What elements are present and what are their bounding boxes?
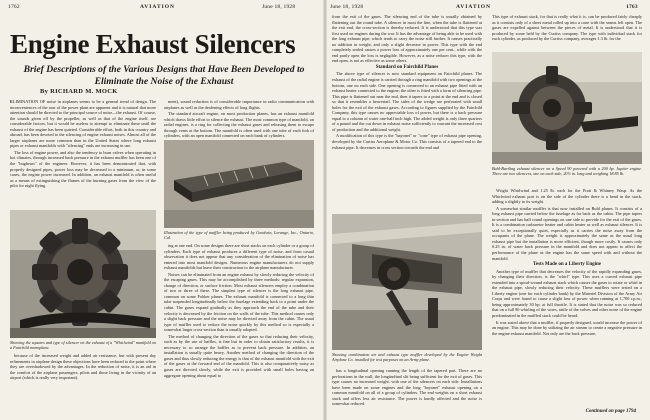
buhl-silencer-photo bbox=[492, 52, 642, 164]
engine-photo-caption: Showing the squares and type of silencer on the exhaust of a "Whirlwind" manifold on a Fairchild monoplane. bbox=[10, 340, 156, 351]
left-column-2 bbox=[164, 99, 314, 139]
paragraph: The standard aircraft engine, on most production planes, has an exhaust manifold which draws little effort to silence the exhaust. The most common type of manifold, on radial engines, is a ring for collecting the exhaust gases and releasing them to escape through vents at the bottom. The manifold is often used with one tube of each fork of cylinders, with an open manifold connected on each bank of cylinders. bbox=[164, 111, 314, 139]
buhl-photo-caption: Buhl-Burtling exhaust silencer on a Speed 90 powered with a 200 hp. Jupiter engine. There are two silencers, one on each side, 20½ in. long and weighing 18.85 lb. bbox=[492, 166, 642, 177]
paragraph: ELIMINATION OF noise in airplanes seems to be a general trend of design. The inconveniences of the roar of the power plant are apparent and it is natural that more attention should be directed to the principal source of noise—the exhaust. Of course, the sounds given off by the propeller, as well as that of the engine itself, are considerable factors, but it would be useless to attempt to eliminate these until the exhaust of the engine has been quieted. Considerable effort, both in this country and abroad, has been devoted to the silencing of engine exhaust noises. Almost all of the larger airplanes are more common than in the United States where long exhaust pipes or exhaust manifolds with "silencing" ends are increasing in use. bbox=[10, 99, 156, 149]
paragraph: ment), sound reduction is of considerable importance in radio communication with airplanes as well as the deafening effects of long flights. bbox=[164, 99, 314, 110]
article-headline: Engine Exhaust Silencers bbox=[10, 29, 296, 59]
paragraph: Wright Whirlwind and 1.25 lb. each for the Pratt & Whitney Wasp. As the Whirlwind exhaust port is on the side of the cylinder there is a bend in the stack, adding a slightly to its weight. bbox=[492, 188, 642, 205]
paragraph: Another type of muffler that decreases the velocity of the rapidly expanding gases, by changing their direction, is the "whirl" type. This uses a curved exhaust pipe extended into a spiral-wound exhaust stack which causes the gases to rotate or whirl in the exhaust pipe, slowly reducing their velocity. These mufflers were tested on a Liberty engine (one for each cylinder bank) by the Materiel Division of the Army Air Corps and were found to cause a slight loss of power when running at 1,700 r.p.m., being approximately 30 hp. at full throttle. It is stated that the noise was so reduced that on a full 90 whirling of the wires, rattle of the valves and other noise of the engine predominated in the muffled stack could be heard. bbox=[492, 268, 642, 319]
army-plane-muffler-photo bbox=[332, 214, 482, 350]
paragraph: because of the increased weight and added air resistance, but with present day refinements in airplane design these objections have been reduced to the point where they are overshadowed by the advantages. In the reduction of noise, it is an aid in the comfort of the airplane passengers, pilots and those living in the vicinity of an airport (which is really very important). bbox=[10, 353, 156, 381]
paragraph: It was stated above that a muffler, if properly designed, would increase the power of an engine. This may be done by utilizing the air stream to create a negative pressure in the engine exhaust manifold. Not only are the back pressure, bbox=[492, 319, 642, 336]
left-running-title: AVIATION bbox=[140, 4, 175, 10]
engine-photo-illustration bbox=[10, 210, 156, 338]
section-heading: Tests Made on a Liberty Engine bbox=[532, 262, 601, 268]
muffler-drawing bbox=[164, 140, 314, 228]
army-plane-photo-caption: Showing combination air and exhaust type muffler developed by the Engine Weight Airplane Co. installed for test purposes on an Army plane. bbox=[332, 352, 482, 363]
right-column-2 bbox=[492, 14, 642, 50]
right-running-title: AVIATION bbox=[456, 4, 491, 10]
right-column-2-continued bbox=[492, 188, 642, 406]
paragraph: A modification of this type is the "bayonet" or "cone" type of exhaust pipe opening, developed by the Curtiss Aeroplane & Motor Co. This consists of a tapered end to the exhaust pipe. It decreases in cross section towards the end and bbox=[332, 133, 482, 150]
paragraph: The loss of engine power, and also the tendency to burn valves when operating in hot climates, through increased back pressure in the exhaust muffler has been one of the "bugbears" of the engineer. However, it has been demonstrated that, with properly designed pipes, power loss may be decreased to a minimum, or, in some cases, the engine power increased. In addition, an exhaust manifold is often useful as a means of extinguishing the flames of the burning gases from the view of the pilot for night flying. bbox=[10, 149, 156, 189]
paragraph: Noises can be eliminated from an engine exhaust by slowly reducing the velocity of the escaping gases. This may be accomplished by three methods: regular expansion, change of direction, or surface friction. Most exhaust silencers employ a combination of two or three of these. The simplest type of silencer is the long exhaust pipe, common on some Fokker planes. The exhaust manifold is connected to a long thin tube suspended longitudinally below the fuselage extending back to a point under the cabin. The gases expand gradually as they approach the end of the tube and their velocity is decreased by the friction on the walls of the tube. This method causes only a slight back pressure and the noise may be directed away from the cabin. The usual type of muffler used to reduce the noise quickly by this method so is especially a somewhat larger cross-section than is usually adopted. bbox=[164, 271, 314, 333]
left-page-number: 1762 bbox=[8, 4, 20, 10]
right-running-date: June 18, 1928 bbox=[330, 4, 364, 10]
left-column-1-continued bbox=[10, 353, 156, 415]
muffler-illustration-caption: Illustration of the type of muffler being produced by Goodwin, Lorange, Inc., Ontario, Cal. bbox=[164, 230, 314, 241]
left-running-date: June 18, 1928 bbox=[262, 4, 296, 10]
paragraph: A somewhat similar muffler is that now installed on Buhl planes. It consists of a long exhaust pipe carried below the fuselage as far back as the cabin. The pipe tapers in section and has half round openings on one side to provide for the exit of the gases. It is a combination carburetor heater and cabin heater as well as exhaust silencer. It is said to be exceptionally quiet, especially as it carries the noise away from the occupants of the plane. The weight is approximately the same as the usual long exhaust pipe but the installation is more efficient, though more costly. It causes only 0.25 in. of water back pressure in the manifold and does not appear to affect the performance of the plane as the engine has the same speed with and without the manifold. bbox=[492, 205, 642, 261]
muffler-illustration bbox=[164, 140, 314, 228]
right-column-1 bbox=[332, 14, 482, 212]
buhl-engine-illustration bbox=[492, 52, 642, 164]
left-page bbox=[0, 0, 324, 420]
right-page-number: 1763 bbox=[626, 4, 638, 10]
paragraph: ing at one end. On some designs there are short stacks on each cylinder or a group of cylinders. Each type of exhaust produces a different type of noise, and from casual observation it does not appear that any consideration of the elimination of noise has entered into most manifold designs. Numerous engine manufacturers do not supply exhaust manifolds but leave their construction to the airplane manufacturer. bbox=[164, 243, 314, 271]
right-page bbox=[326, 0, 650, 420]
plane-photo-illustration bbox=[332, 214, 482, 350]
article-subheadline: Brief Descriptions of the Various Designs that Have Been Developed to Eliminate the Noise of the Exhaust bbox=[23, 64, 305, 87]
paragraph: This type of exhaust stack, for that is really what it is, can be produced fairly cheaply as it consists only of a sheet metal rolled up into a cone with the seams left open. The gases are expelled against between the pieces of metal. It is understood that it is produced by some held by the Curtiss company. The type with individual stack for each cylinder, as produced by the Curtiss company, averages 1.3 lb. for the bbox=[492, 14, 642, 42]
paragraph: from the exit of the gases. The silencing end of the tube is usually obtained by flattening out the round tube. A silencer in most the line, when the tube is flattened at the exit end, the cross-section is thereby reduced. It is understood that this type was first used on engines during the war. It has the advantage of being able to be used with the long exhaust pipe, which tends to carry the noise still further. It causes practically no addition in weight, and only a slight decrease in power. This type with the end completely sealed causes a power loss of approximately one per cent., while with the end partly open the loss is negligible. However, as a noise reducer this type, with the end open, is not as effective as some others. bbox=[332, 14, 482, 64]
left-column-2-continued bbox=[164, 243, 314, 417]
drop-cap: E bbox=[10, 99, 13, 104]
paragraph: has a longitudinal opening running the length of the tapered part. There are no perforations in the wall, the longitudinal slit being sufficient for the exit of gases. This type causes no increased weight, with one of the silencers on each side. Installations have been made on some engines and the long "bayonet" exhaust opening on a common manifold on all of a group of cylinders. The end weights on a short exhaust stack and offers less air resistance. The power is hardly affected and the noise is somewhat reduced. bbox=[332, 368, 482, 407]
continued-notice: Continued on page 1794 bbox=[585, 409, 636, 414]
paragraph: The method of changing the direction of the gases so that reducing their velocity, such as by the use of baffles, is fine but in order to obtain satisfactory results, it is necessary to so arrange the baffles as to prevent back pressure. In addition, an installation is usually quite heavy. Another method of changing the direction of the gases and thus slowly reducing the energy is that of the exhaust manifold with the exit of the gases at the forward end of the manifold. This is also comparatively noisy as gases are directed slowly, while the exit is provided with small holes having an aggregate opening about equal to bbox=[164, 333, 314, 378]
paragraph: The above type of silencer is now standard equipment on Fairchild planes. The exhaust of the radial engine is carried through a ring manifold with two openings at the bottom, one on each side. One opening is connected to an exhaust pipe fitted with an exhaust heater connected to the engine; the other is fitted with a form of silencing pipe. This pipe is flattened out near the end, then it tapers to a point at the end and is closed so that it resembles a beavertail. The sides of the wedge are perforated with small holes for the exit of the exhaust gases. According to figures supplied by the Fairchild Company, this type causes no appreciable loss of power, but there is a back pressure equal to a column of water one-half inch high. The added weight is only three quarters of a pound and the cut down in exhaust noise sufficiently to warrant the increased cost of production and the additional weight. bbox=[332, 71, 482, 132]
engine-muffler-photo bbox=[10, 210, 156, 338]
article-byline: By RICHARD M. MOCK bbox=[40, 88, 118, 95]
left-column-1 bbox=[10, 99, 156, 209]
right-column-1-continued bbox=[332, 368, 482, 418]
section-heading: Standard on Fairchild Planes bbox=[375, 64, 439, 70]
